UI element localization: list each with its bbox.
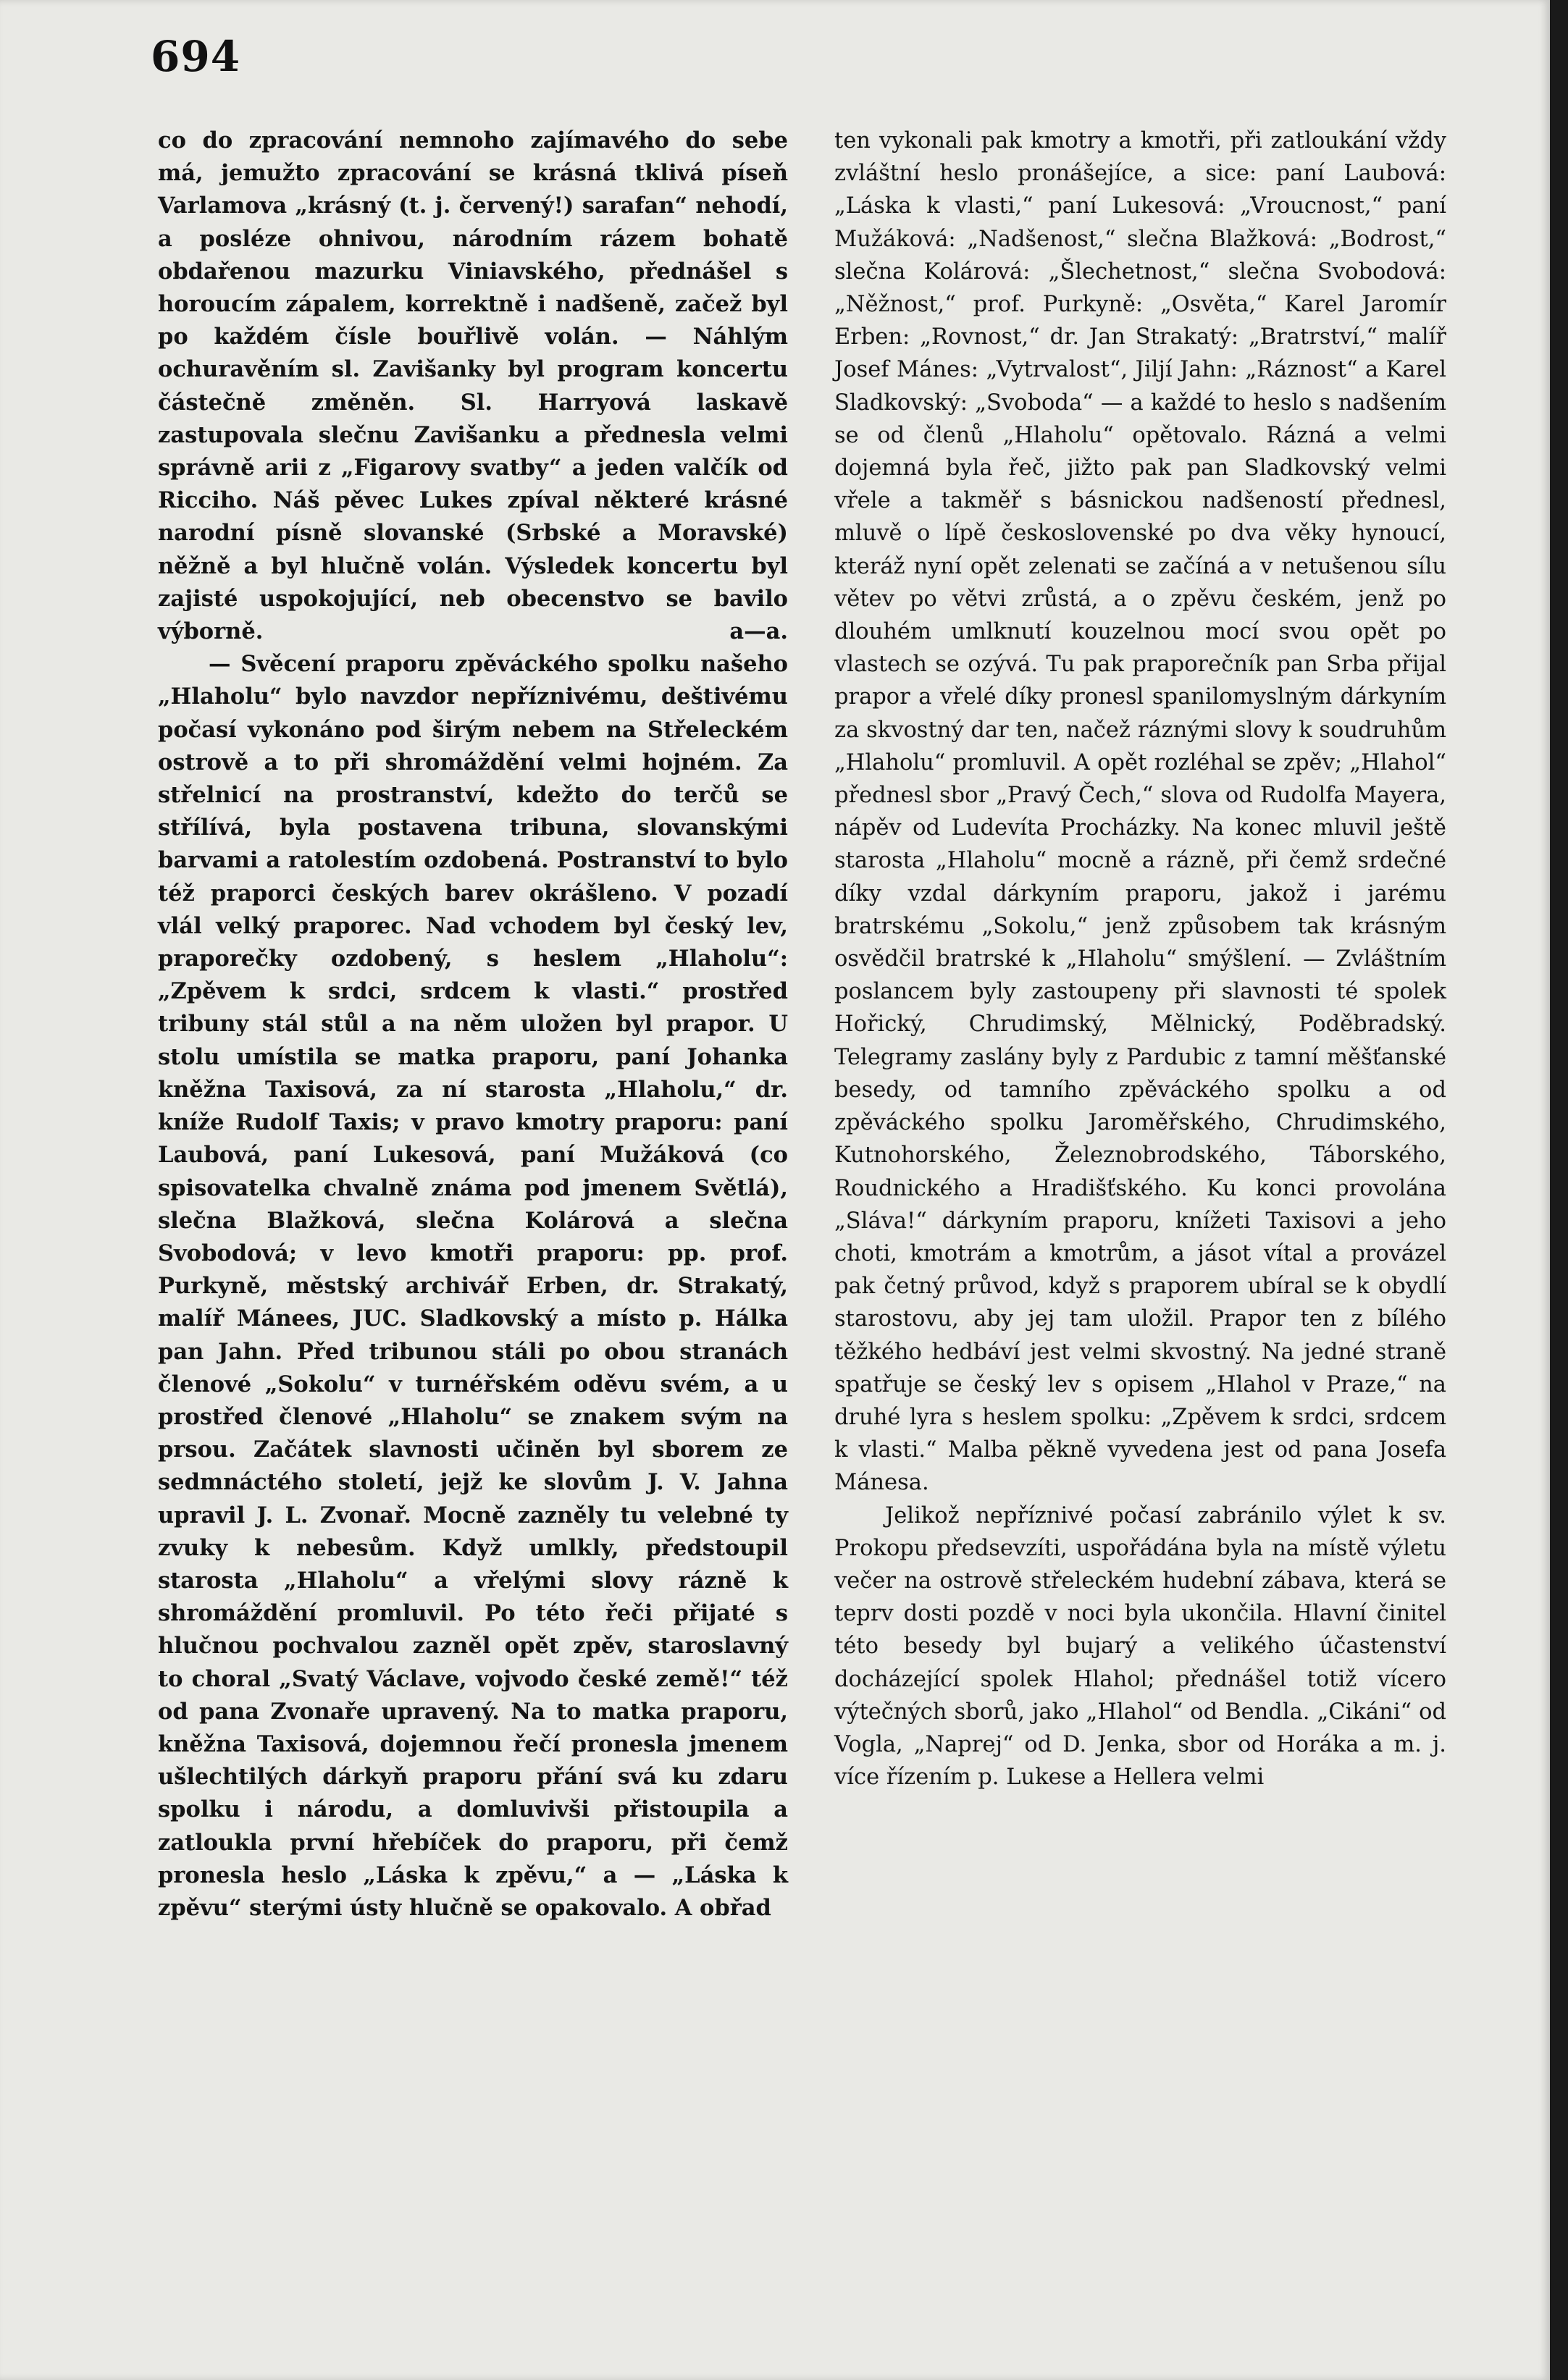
page-number: 694: [151, 32, 241, 81]
right-paragraph-1: ten vykonali pak kmotry a kmotři, při zatloukání vždy zvláštní heslo pronášejíce, a sice: paní Laubová: „Láska k vlasti,“ paní Lukesová: „Vroucnost,“ paní Mužáková: „Nadšenost,“ slečna Blažková: „Bodrost,“ slečna Kolárová: „Šlechetnost,“ slečna Svobodová: „Něžnost,“ prof. Purkyně: „Osvěta,“ Karel Jaromír Erben: „Rovnost,“ dr. Jan Strakatý: „Bratrství,“ malíř Josef Mánes: „Vytrvalost“, Jiljí Jahn: „Ráznost“ a Karel Sladkovský: „Svoboda“ — a každé to heslo s nadšením se od členů „Hlaholu“ opětovalo. Rázná a velmi dojemná byla řeč, jižto pak pan Sladkovský velmi vřele a takměř s básnickou nadšeností přednesl, mluvě o lípě československé po dva věky hynoucí, kteráž nyní opět zelenati se začíná a v netušenou sílu větev po větvi zrůstá, a o zpěvu českém, jenž po dlouhém umlknutí kouzelnou mocí svou opět po vlastech se ozývá. Tu pak praporečník pan Srba přijal prapor a vřelé díky pronesl spanilomyslným dárkyním za skvostný dar ten, načež ráznými slovy k soudruhům „Hlaholu“ promluvil. A opět rozléhal se zpěv; „Hlahol“ přednesl sbor „Pravý Čech,“ slova od Rudolfa Mayera, nápěv od Ludevíta Procházky. Na konec mluvil ještě starosta „Hlaholu“ mocně a rázně, při čemž srdečné díky vzdal dárkyním praporu, jakož i jarému bratrskému „Sokolu,“ jenž způsobem tak krásným osvědčil bratrské k „Hlaholu“ smýšlení. — Zvláštním poslancem byly zastoupeny při slavnosti té spolek Hořický, Chrudimský, Mělnický, Poděbradský. Telegramy zaslány byly z Pardubic z tamní měšťanské besedy, od tamního zpěváckého spolku a od zpěváckého spolku Jaroměřského, Chrudimského, Kutnohorského, Železnobrodského, Táborského, Roudnického a Hradišťského. Ku konci provolána „Sláva!“ dárkyním praporu, knížeti Taxisovi a jeho choti, kmotrám a kmotrům, a jásot vítal a provázel pak četný průvod, když s praporem ubíral se k obydlí starostovu, aby jej tam uložil. Prapor ten z bílého těžkého hedbáví jest velmi skvostný. Na jedné straně spatřuje se český lev s opisem „Hlahol v Praze,“ na druhé lyra s heslem spolku: „Zpěvem k srdci, srdcem k vlasti.“ Malba pěkně vyvedena jest od pana Josefa Mánesa.: [834, 128, 1446, 1496]
right-paragraph-2: Jelikož nepříznivé počasí zabránilo výlet k sv. Prokopu předsevzíti, uspořádána byla na místě výletu večer na ostrově střeleckém hudební zábava, která se teprv dosti pozdě v noci byla ukončila. Hlavní činitel této besedy byl bujarý a velikého účastenství docházející spolek Hlahol; přednášel totiž vícero výtečných sborů, jako „Hlahol“ od Bendla. „Cikáni“ od Vogla, „Naprej“ od D. Jenka, sbor od Horáka a m. j. více řízením p. Lukese a Hellera velmi: [834, 1502, 1446, 1791]
left-column: [158, 125, 788, 1925]
left-paragraph-1-text: co do zpracování nemnoho zajímavého do sebe má, jemužto zpracování se krásná tklivá píseň Varlamova „krásný (t. j. červený!) sarafan“ nehodí, a posléze ohnivou, národním rázem bohatě obdařenou mazurku Viniavského, přednášel s horoucím zápalem, korrektně i nadšeně, začež byl po každém čísle bouřlivě volán. — Náhlým ochuravěním sl. Zavišanky byl program koncertu částečně změněn. Sl. Harryová laskavě zastupovala slečnu Zavišanku a přednesla velmi správně arii z „Figarovy svatby“ a jeden valčík od Ricciho. Náš pěvec Lukes zpíval některé krásné narodní písně slovanské (Srbské a Moravské) něžně a byl hlučně volán. Výsledek koncertu byl zajisté uspokojující, neb obecenstvo se bavilo výborně.: [158, 127, 788, 645]
left-paragraph-2: — Svěcení praporu zpěváckého spolku našeho „Hlaholu“ bylo navzdor nepříznivému, deštivému počasí vykonáno pod širým nebem na Střeleckém ostrově a to při shromáždění velmi hojném. Za střelnicí na prostranství, kdežto do terčů se střílívá, byla postavena tribuna, slovanskými barvami a ratolestím ozdobená. Postranství to bylo též praporci českých barev okrášleno. V pozadí vlál velký praporec. Nad vchodem byl český lev, praporečky ozdobený, s heslem „Hlaholu“: „Zpěvem k srdci, srdcem k vlasti.“ prostřed tribuny stál stůl a na něm uložen byl prapor. U stolu umístila se matka praporu, paní Johanka kněžna Taxisová, za ní starosta „Hlaholu,“ dr. kníže Rudolf Taxis; v pravo kmotry praporu: paní Laubová, paní Lukesová, paní Mužáková (co spisovatelka chvalně známa pod jmenem Světlá), slečna Blažková, slečna Kolárová a slečna Svobodová; v levo kmotři praporu: pp. prof. Purkyně, městský archivář Erben, dr. Strakatý, malíř Mánees, JUC. Sladkovský a místo p. Hálka pan Jahn. Před tribunou stáli po obou stranách členové „Sokolu“ v turnéřském oděvu svém, a u prostřed členové „Hlaholu“ se znakem svým na prsou. Začátek slavnosti učiněn byl sborem ze sedmnáctého století, jejž ke slovům J. V. Jahna upravil J. L. Zvonař. Mocně zazněly tu velebné ty zvuky k nebesům. Když umlkly, předstoupil starosta „Hlaholu“ a vřelými slovy rázně k shromáždění promluvil. Po této řeči přijaté s hlučnou pochvalou zazněl opět zpěv, staroslavný to choral „Svatý Václave, vojvodo české země!“ též od pana Zvonaře upravený. Na to matka praporu, kněžna Taxisová, dojemnou řečí pronesla jmenem ušlechtilých dárkyň praporu přání svá ku zdaru spolku i národu, a domluvivši přistoupila a zatloukla první hřebíček do praporu, při čemž pronesla heslo „Láska k zpěvu,“ a — „Láska k zpěvu“ sterými ústy hlučně se opakovalo. A obřad: [158, 651, 788, 1921]
author-signature: a—a.: [729, 618, 788, 645]
left-paragraph-1: [158, 125, 788, 648]
right-column: [834, 125, 1446, 1794]
